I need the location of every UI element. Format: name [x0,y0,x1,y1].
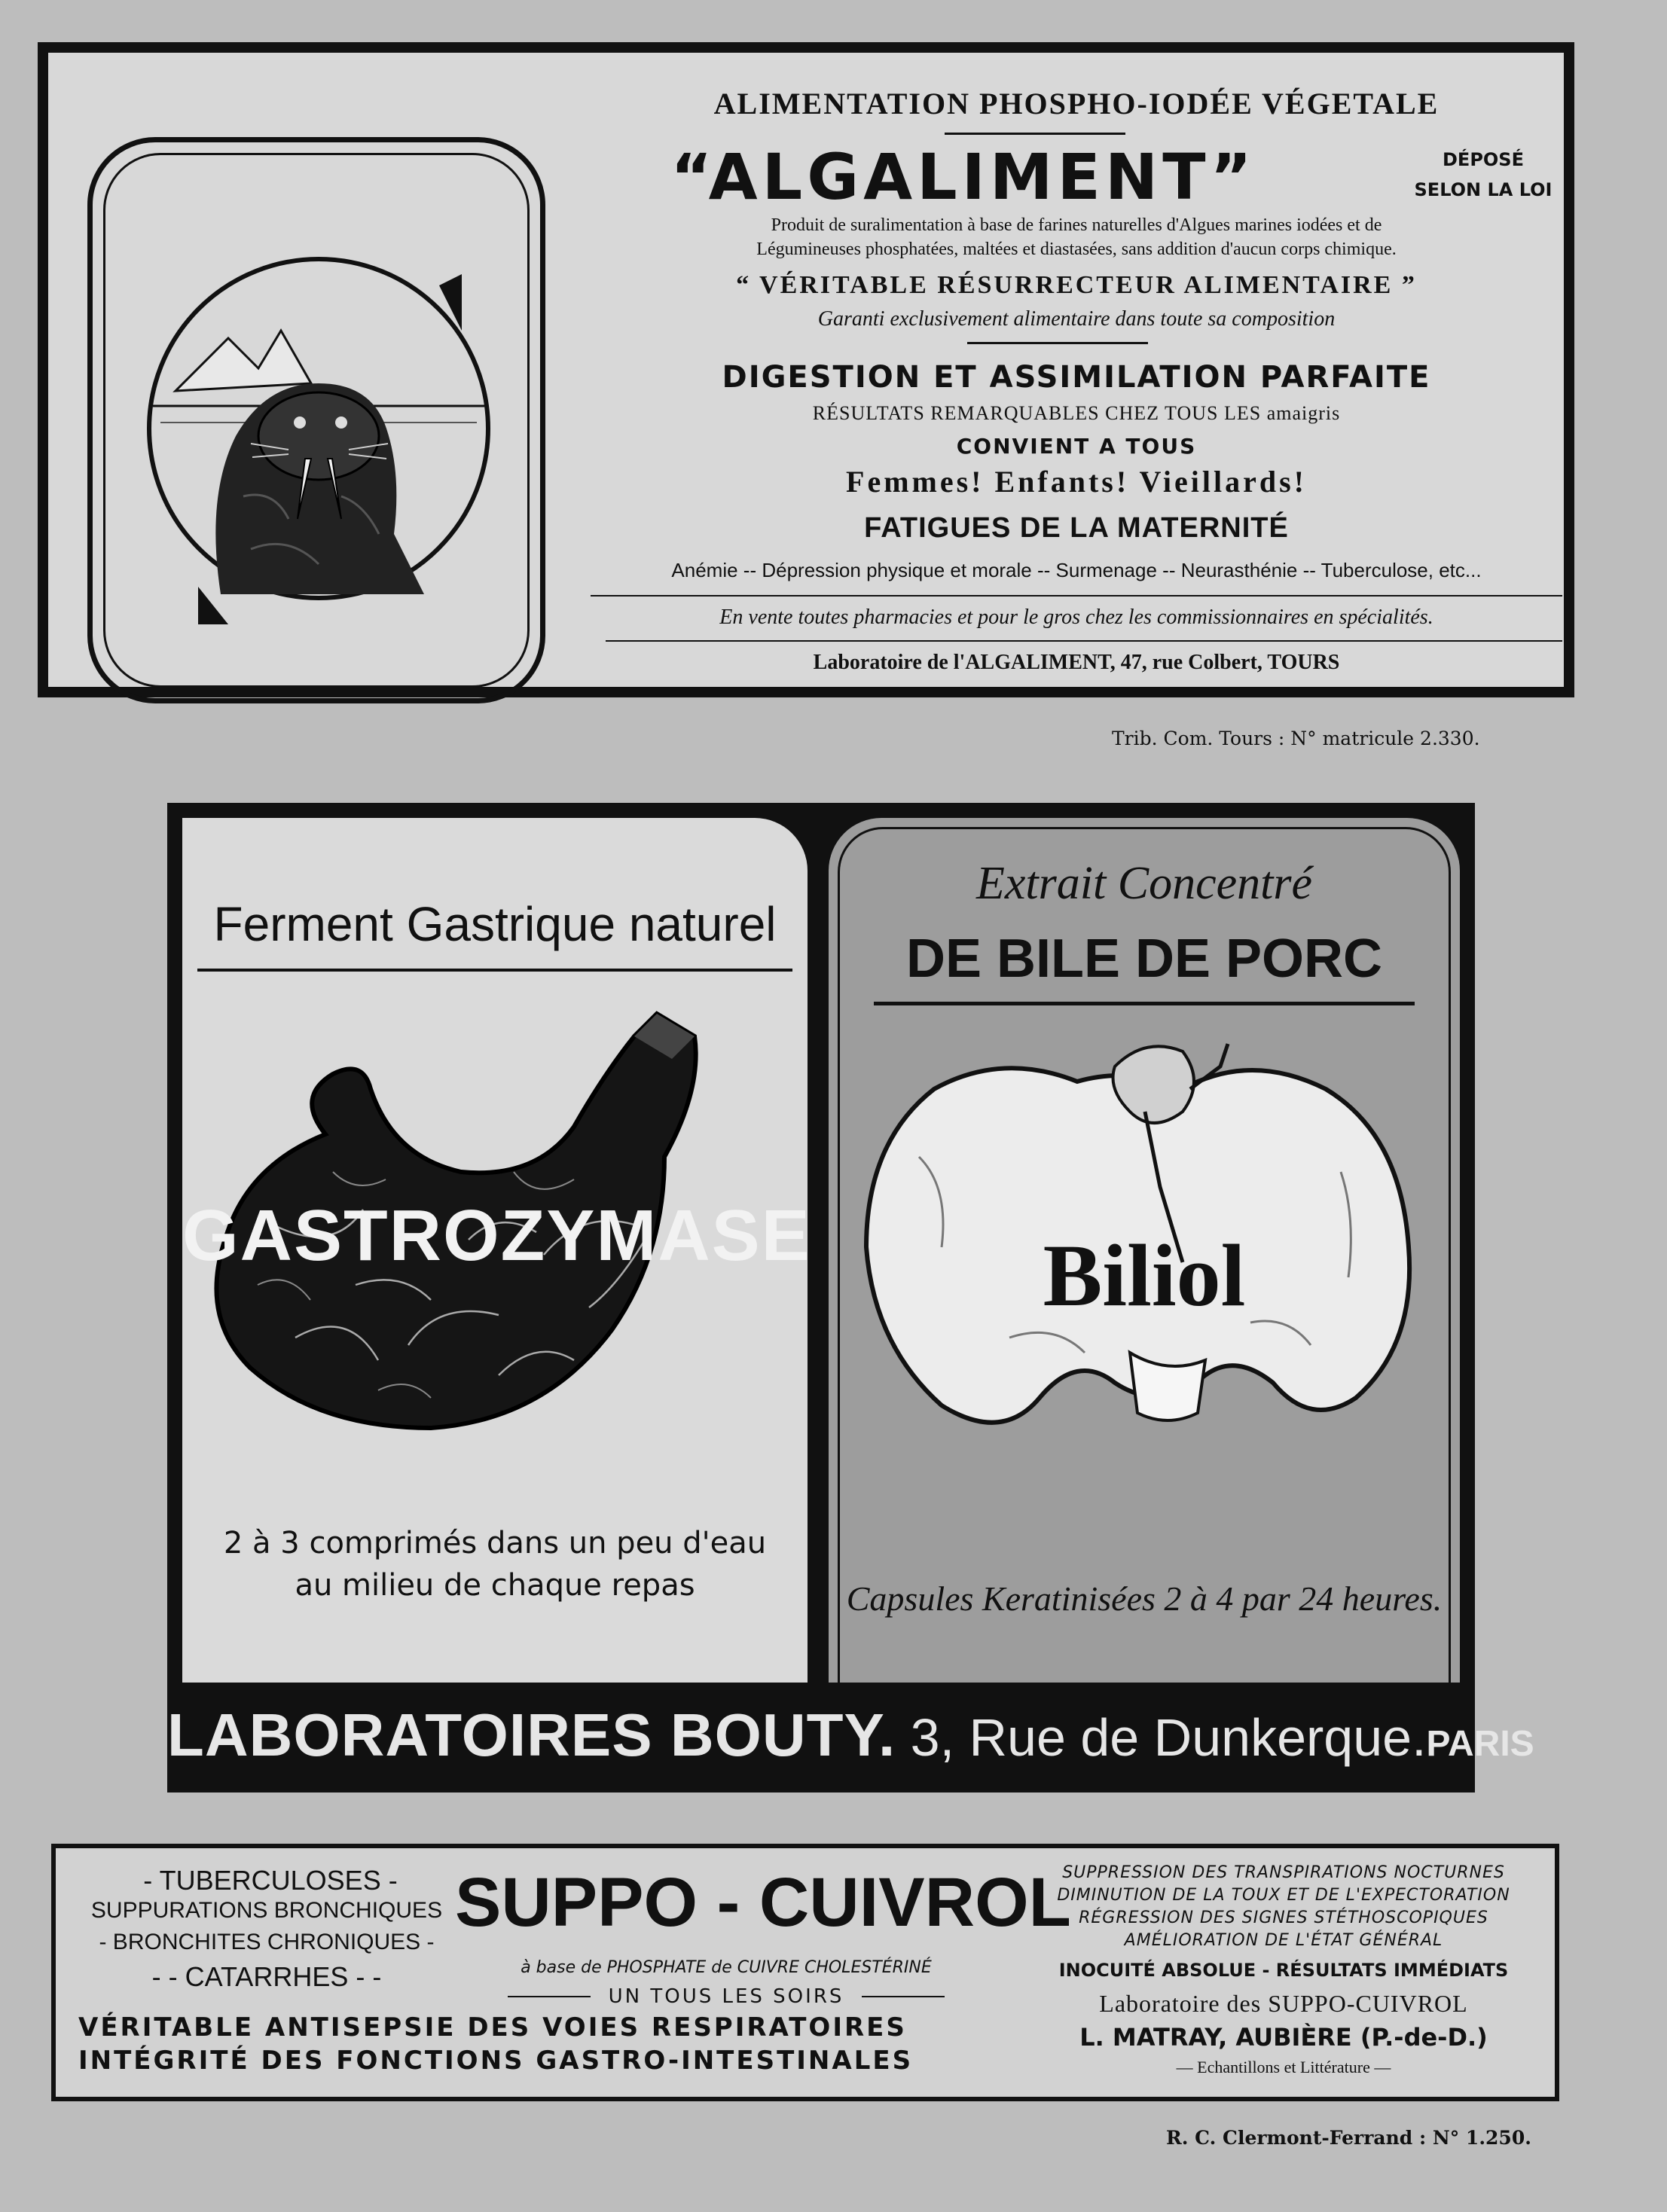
suppo-laboratory-line-2: L. MATRAY, AUBIÈRE (P.-de-D.) [1079,2023,1488,2052]
indication-tuberculoses: - TUBERCULOSES - [143,1865,398,1896]
biliol-product-name: Biliol [1043,1226,1246,1325]
registered-law-label: SELON LA LOI [1414,179,1553,200]
divider [945,133,1125,135]
suppo-composition: à base de PHOSPHATE de CUIVRE CHOLESTÉRINÉ [521,1958,932,1977]
divider [606,640,1562,642]
divider [591,595,1562,596]
algaliment-brand: “ALGALIMENT” [670,140,1256,214]
algaliment-laboratory: Laboratoire de l'ALGALIMENT, 47, rue Colbert, TOURS [813,651,1340,674]
algaliment-advertisement [38,42,1574,697]
biliol-dosage: Capsules Keratinisées 2 à 4 par 24 heures. [846,1579,1443,1618]
indication-bronchites: - BRONCHITES CHRONIQUES - [99,1930,435,1954]
divider [874,1002,1415,1005]
divider [967,342,1148,344]
suppo-cuivrol-brand: SUPPO - CUIVROL [455,1864,1071,1941]
suppo-cuivrol-advertisement [51,1844,1559,2101]
suppo-samples: — Echantillons et Littérature — [1176,2058,1391,2076]
bouty-footer-banner [167,1701,1534,1776]
algaliment-text-block [576,86,1577,688]
suppo-effect-3: RÉGRESSION DES SIGNES STÉTHOSCOPIQUES [1079,1908,1488,1927]
suppo-safety: INOCUITÉ ABSOLUE - RÉSULTATS IMMÉDIATS [1058,1960,1509,1981]
walrus-illustration-frame [87,137,545,703]
gastrozymase-panel [182,818,811,1683]
indication-catarrhes: - - CATARRHES - - [151,1961,382,1992]
gastrozymase-product-name: GASTROZYMASE [182,1195,811,1276]
divider [197,969,792,972]
suppo-laboratory-line-1: Laboratoire des SUPPO-CUIVROL [1099,1990,1468,2017]
conditions-line: Anémie -- Dépression physique et morale -- Surmenage -- Neurasthénie -- Tuberculose, etc... [671,559,1482,581]
results-line: RÉSULTATS REMARQUABLES CHEZ TOUS LES amaigris [812,402,1341,424]
bouty-footer-laboratory: LABORATOIRES BOUTY. [167,1701,896,1768]
maternity-heading: FATIGUES DE LA MATERNITÉ [864,512,1289,544]
suppo-claim-integrite: INTÉGRITÉ DES FONCTIONS GASTRO-INTESTINALES [78,2046,914,2076]
walrus-illustration [93,142,540,698]
bouty-footer-street: 3, Rue de Dunkerque. [896,1708,1427,1767]
registration-note-clermont: R. C. Clermont-Ferrand : N° 1.250. [1166,2127,1531,2149]
gastrozymase-dosage-line-1: 2 à 3 comprimés dans un peu d'eau [223,1526,767,1561]
gastrozymase-dosage-line-2: au milieu de chaque repas [295,1568,695,1603]
biliol-title-line-2: DE BILE DE PORC [905,929,1383,989]
product-description-line-2: Légumineuses phosphatées, maltées et diastasées, sans addition d'aucun corps chimique. [756,240,1397,259]
biliol-panel [829,818,1460,1683]
audience-line: Femmes! Enfants! Vieillards! [846,465,1307,499]
suppo-effect-1: SUPPRESSION DES TRANSPIRATIONS NOCTURNES [1062,1863,1505,1882]
registration-note-tours: Trib. Com. Tours : N° matricule 2.330. [1112,728,1480,749]
divider [508,1996,591,1997]
suppo-posology: UN TOUS LES SOIRS [608,1985,844,2008]
algaliment-guarantee: Garanti exclusivement alimentaire dans toute sa composition [817,307,1336,331]
algaliment-slogan: “ VÉRITABLE RÉSURRECTEUR ALIMENTAIRE ” [736,271,1417,299]
suppo-claim-antisepsie: VÉRITABLE ANTISEPSIE DES VOIES RESPIRATOIRES [78,2012,907,2043]
digestion-heading: DIGESTION ET ASSIMILATION PARFAITE [722,360,1431,395]
algaliment-headline: ALIMENTATION PHOSPHO-IODÉE VÉGETALE [713,87,1440,121]
suppo-effect-2: DIMINUTION DE LA TOUX ET DE L'EXPECTORATION [1057,1886,1510,1905]
biliol-title-line-1: Extrait Concentré [976,858,1312,909]
suppo-effect-4: AMÉLIORATION DE L'ÉTAT GÉNÉRAL [1124,1931,1443,1950]
divider [862,1996,945,1997]
suits-all-heading: CONVIENT A TOUS [956,434,1197,459]
bouty-advertisement [167,803,1534,1792]
indication-suppurations: SUPPURATIONS BRONCHIQUES [90,1898,443,1923]
bouty-footer-city: PARIS [1426,1724,1534,1764]
product-description-line-1: Produit de suralimentation à base de farines naturelles d'Algues marines iodées et de [771,215,1382,235]
gastrozymase-title: Ferment Gastrique naturel [213,897,777,951]
sales-line: En vente toutes pharmacies et pour le gros chez les commissionnaires en spécialités. [719,606,1433,629]
registered-label: DÉPOSÉ [1443,149,1524,170]
